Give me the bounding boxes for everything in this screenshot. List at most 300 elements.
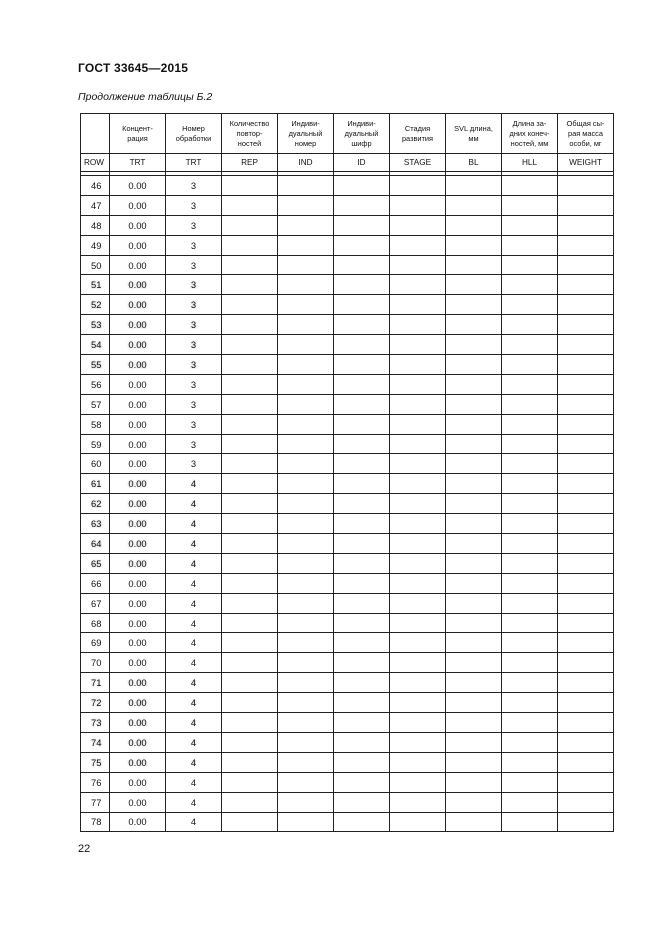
treatment-number-cell: 4: [166, 653, 222, 673]
empty-data-cell: [558, 772, 614, 792]
empty-data-cell: [222, 534, 278, 554]
empty-data-cell: [222, 573, 278, 593]
empty-data-cell: [502, 355, 558, 375]
empty-data-cell: [390, 434, 446, 454]
table-row: [81, 792, 614, 812]
empty-data-cell: [502, 215, 558, 235]
treatment-number-cell: 4: [166, 812, 222, 832]
empty-data-cell: [222, 394, 278, 414]
empty-data-cell: [446, 633, 502, 653]
empty-data-cell: [558, 613, 614, 633]
table-row: [81, 812, 614, 832]
empty-data-cell: [278, 593, 334, 613]
empty-data-cell: [558, 215, 614, 235]
concentration-cell: 0.00: [110, 255, 166, 275]
empty-data-cell: [222, 772, 278, 792]
row-number-cell: 76: [81, 772, 110, 792]
empty-data-cell: [222, 752, 278, 772]
empty-data-cell: [390, 474, 446, 494]
concentration-cell: 0.00: [110, 454, 166, 474]
concentration-cell: 0.00: [110, 275, 166, 295]
empty-data-cell: [334, 534, 390, 554]
column-code: ID: [334, 154, 390, 172]
empty-data-cell: [222, 713, 278, 733]
empty-data-cell: [446, 713, 502, 733]
treatment-number-cell: 3: [166, 176, 222, 196]
empty-data-cell: [334, 255, 390, 275]
concentration-cell: 0.00: [110, 235, 166, 255]
empty-data-cell: [502, 414, 558, 434]
empty-data-cell: [278, 514, 334, 534]
row-number-cell: 51: [81, 275, 110, 295]
empty-data-cell: [222, 673, 278, 693]
empty-data-cell: [446, 374, 502, 394]
empty-data-cell: [558, 673, 614, 693]
treatment-number-cell: 3: [166, 335, 222, 355]
empty-data-cell: [446, 772, 502, 792]
empty-data-cell: [502, 693, 558, 713]
empty-data-cell: [390, 454, 446, 474]
column-title: Номер обработки: [166, 114, 222, 154]
empty-data-cell: [334, 394, 390, 414]
empty-data-cell: [222, 335, 278, 355]
column-title: Индиви- дуальный номер: [278, 114, 334, 154]
row-number-cell: 50: [81, 255, 110, 275]
empty-data-cell: [278, 534, 334, 554]
column-title: Количество повтор- ностей: [222, 114, 278, 154]
concentration-cell: 0.00: [110, 474, 166, 494]
row-number-cell: 46: [81, 176, 110, 196]
empty-data-cell: [278, 772, 334, 792]
empty-data-cell: [502, 593, 558, 613]
empty-data-cell: [446, 593, 502, 613]
concentration-cell: 0.00: [110, 713, 166, 733]
table-row: [81, 693, 614, 713]
concentration-cell: 0.00: [110, 732, 166, 752]
treatment-number-cell: 4: [166, 534, 222, 554]
empty-data-cell: [278, 434, 334, 454]
empty-data-cell: [446, 673, 502, 693]
data-table: [80, 113, 614, 832]
empty-data-cell: [446, 176, 502, 196]
empty-data-cell: [334, 553, 390, 573]
empty-data-cell: [278, 752, 334, 772]
empty-data-cell: [222, 215, 278, 235]
empty-data-cell: [390, 534, 446, 554]
treatment-number-cell: 4: [166, 573, 222, 593]
concentration-cell: 0.00: [110, 514, 166, 534]
empty-data-cell: [446, 454, 502, 474]
concentration-cell: 0.00: [110, 394, 166, 414]
treatment-number-cell: 3: [166, 215, 222, 235]
table-row: [81, 414, 614, 434]
empty-data-cell: [278, 315, 334, 335]
empty-data-cell: [502, 176, 558, 196]
treatment-number-cell: 4: [166, 792, 222, 812]
table-row: [81, 295, 614, 315]
treatment-number-cell: 3: [166, 275, 222, 295]
table-row: [81, 335, 614, 355]
treatment-number-cell: 4: [166, 633, 222, 653]
empty-data-cell: [334, 275, 390, 295]
empty-data-cell: [390, 514, 446, 534]
empty-data-cell: [334, 355, 390, 375]
empty-data-cell: [334, 195, 390, 215]
empty-data-cell: [558, 474, 614, 494]
empty-data-cell: [278, 494, 334, 514]
empty-data-cell: [390, 613, 446, 633]
row-number-cell: 69: [81, 633, 110, 653]
table-row: [81, 454, 614, 474]
empty-data-cell: [222, 454, 278, 474]
empty-data-cell: [278, 553, 334, 573]
table-row: [81, 474, 614, 494]
empty-data-cell: [502, 235, 558, 255]
empty-data-cell: [558, 514, 614, 534]
empty-data-cell: [502, 534, 558, 554]
empty-data-cell: [558, 176, 614, 196]
empty-data-cell: [278, 812, 334, 832]
empty-data-cell: [558, 295, 614, 315]
empty-data-cell: [278, 374, 334, 394]
table-row: [81, 772, 614, 792]
empty-data-cell: [390, 235, 446, 255]
empty-data-cell: [446, 394, 502, 414]
empty-data-cell: [446, 315, 502, 335]
empty-data-cell: [502, 454, 558, 474]
empty-data-cell: [446, 195, 502, 215]
empty-data-cell: [446, 255, 502, 275]
row-number-cell: 77: [81, 792, 110, 812]
table-row: [81, 275, 614, 295]
empty-data-cell: [502, 633, 558, 653]
concentration-cell: 0.00: [110, 295, 166, 315]
empty-data-cell: [278, 355, 334, 375]
empty-data-cell: [334, 335, 390, 355]
empty-data-cell: [278, 673, 334, 693]
empty-data-cell: [390, 792, 446, 812]
empty-data-cell: [446, 295, 502, 315]
row-number-cell: 47: [81, 195, 110, 215]
empty-data-cell: [558, 732, 614, 752]
empty-data-cell: [502, 315, 558, 335]
concentration-cell: 0.00: [110, 633, 166, 653]
empty-data-cell: [334, 235, 390, 255]
empty-data-cell: [390, 633, 446, 653]
concentration-cell: 0.00: [110, 215, 166, 235]
empty-data-cell: [222, 812, 278, 832]
empty-data-cell: [502, 374, 558, 394]
empty-data-cell: [278, 295, 334, 315]
empty-data-cell: [334, 573, 390, 593]
empty-data-cell: [390, 812, 446, 832]
empty-data-cell: [278, 275, 334, 295]
concentration-cell: 0.00: [110, 414, 166, 434]
empty-data-cell: [558, 573, 614, 593]
empty-data-cell: [334, 215, 390, 235]
empty-data-cell: [390, 374, 446, 394]
table-row: [81, 713, 614, 733]
concentration-cell: 0.00: [110, 315, 166, 335]
concentration-cell: 0.00: [110, 693, 166, 713]
table-row: [81, 553, 614, 573]
empty-data-cell: [222, 732, 278, 752]
empty-data-cell: [446, 732, 502, 752]
empty-data-cell: [278, 573, 334, 593]
concentration-cell: 0.00: [110, 176, 166, 196]
empty-data-cell: [222, 613, 278, 633]
column-code: ROW: [81, 154, 110, 172]
empty-data-cell: [334, 474, 390, 494]
empty-data-cell: [222, 553, 278, 573]
empty-data-cell: [334, 613, 390, 633]
empty-data-cell: [222, 275, 278, 295]
empty-data-cell: [334, 374, 390, 394]
treatment-number-cell: 4: [166, 713, 222, 733]
empty-data-cell: [502, 434, 558, 454]
empty-data-cell: [558, 335, 614, 355]
empty-data-cell: [222, 195, 278, 215]
concentration-cell: 0.00: [110, 673, 166, 693]
empty-data-cell: [390, 732, 446, 752]
concentration-cell: 0.00: [110, 195, 166, 215]
row-number-cell: 67: [81, 593, 110, 613]
empty-data-cell: [502, 613, 558, 633]
column-code: TRT: [166, 154, 222, 172]
column-title-row: [81, 114, 614, 154]
empty-data-cell: [222, 434, 278, 454]
row-number-cell: 74: [81, 732, 110, 752]
empty-data-cell: [558, 812, 614, 832]
empty-data-cell: [334, 414, 390, 434]
empty-data-cell: [558, 752, 614, 772]
empty-data-cell: [390, 255, 446, 275]
empty-data-cell: [446, 215, 502, 235]
treatment-number-cell: 4: [166, 553, 222, 573]
empty-data-cell: [558, 414, 614, 434]
empty-data-cell: [278, 454, 334, 474]
table-caption: Продолжение таблицы Б.2: [78, 91, 213, 103]
empty-data-cell: [278, 176, 334, 196]
empty-data-cell: [502, 573, 558, 593]
empty-data-cell: [390, 355, 446, 375]
treatment-number-cell: 4: [166, 474, 222, 494]
row-number-cell: 58: [81, 414, 110, 434]
concentration-cell: 0.00: [110, 772, 166, 792]
column-title: Общая сы- рая масса особи, мг: [558, 114, 614, 154]
column-code: BL: [446, 154, 502, 172]
row-number-cell: 55: [81, 355, 110, 375]
concentration-cell: 0.00: [110, 613, 166, 633]
column-code: STAGE: [390, 154, 446, 172]
empty-data-cell: [390, 176, 446, 196]
row-number-cell: 52: [81, 295, 110, 315]
empty-data-cell: [334, 673, 390, 693]
empty-data-cell: [222, 414, 278, 434]
empty-data-cell: [502, 772, 558, 792]
empty-data-cell: [502, 514, 558, 534]
empty-data-cell: [446, 812, 502, 832]
empty-data-cell: [502, 653, 558, 673]
empty-data-cell: [334, 593, 390, 613]
concentration-cell: 0.00: [110, 355, 166, 375]
empty-data-cell: [390, 593, 446, 613]
concentration-cell: 0.00: [110, 812, 166, 832]
empty-data-cell: [558, 693, 614, 713]
empty-data-cell: [558, 633, 614, 653]
empty-data-cell: [502, 494, 558, 514]
table-row: [81, 176, 614, 196]
treatment-number-cell: 3: [166, 355, 222, 375]
empty-data-cell: [278, 235, 334, 255]
treatment-number-cell: 4: [166, 732, 222, 752]
empty-data-cell: [222, 315, 278, 335]
empty-data-cell: [334, 514, 390, 534]
treatment-number-cell: 4: [166, 772, 222, 792]
column-code: WEIGHT: [558, 154, 614, 172]
empty-data-cell: [558, 355, 614, 375]
empty-data-cell: [502, 275, 558, 295]
empty-data-cell: [502, 792, 558, 812]
empty-data-cell: [446, 414, 502, 434]
table-row: [81, 374, 614, 394]
treatment-number-cell: 3: [166, 454, 222, 474]
empty-data-cell: [390, 772, 446, 792]
empty-data-cell: [334, 494, 390, 514]
concentration-cell: 0.00: [110, 434, 166, 454]
empty-data-cell: [334, 812, 390, 832]
empty-data-cell: [334, 315, 390, 335]
row-number-cell: 64: [81, 534, 110, 554]
empty-data-cell: [278, 414, 334, 434]
empty-data-cell: [558, 195, 614, 215]
column-title: SVL длина, мм: [446, 114, 502, 154]
empty-data-cell: [502, 553, 558, 573]
empty-data-cell: [390, 693, 446, 713]
row-number-cell: 60: [81, 454, 110, 474]
empty-data-cell: [502, 474, 558, 494]
empty-data-cell: [390, 394, 446, 414]
row-number-cell: 78: [81, 812, 110, 832]
empty-data-cell: [334, 693, 390, 713]
empty-data-cell: [222, 792, 278, 812]
concentration-cell: 0.00: [110, 374, 166, 394]
empty-data-cell: [278, 613, 334, 633]
column-title: Концент- рация: [110, 114, 166, 154]
empty-data-cell: [558, 494, 614, 514]
empty-data-cell: [446, 573, 502, 593]
table-body: [81, 172, 614, 832]
row-number-cell: 59: [81, 434, 110, 454]
empty-data-cell: [502, 673, 558, 693]
row-number-cell: 62: [81, 494, 110, 514]
empty-data-cell: [446, 335, 502, 355]
empty-data-cell: [334, 176, 390, 196]
row-number-cell: 66: [81, 573, 110, 593]
empty-data-cell: [502, 732, 558, 752]
treatment-number-cell: 3: [166, 374, 222, 394]
treatment-number-cell: 4: [166, 514, 222, 534]
empty-data-cell: [390, 573, 446, 593]
empty-data-cell: [558, 792, 614, 812]
empty-data-cell: [278, 474, 334, 494]
empty-data-cell: [334, 454, 390, 474]
empty-data-cell: [446, 534, 502, 554]
empty-data-cell: [446, 275, 502, 295]
row-number-cell: 65: [81, 553, 110, 573]
table-row: [81, 633, 614, 653]
empty-data-cell: [334, 295, 390, 315]
empty-data-cell: [222, 355, 278, 375]
empty-data-cell: [222, 235, 278, 255]
row-number-cell: 72: [81, 693, 110, 713]
empty-data-cell: [222, 514, 278, 534]
empty-data-cell: [390, 713, 446, 733]
empty-data-cell: [278, 394, 334, 414]
concentration-cell: 0.00: [110, 494, 166, 514]
empty-data-cell: [390, 195, 446, 215]
column-code: HLL: [502, 154, 558, 172]
treatment-number-cell: 3: [166, 394, 222, 414]
empty-data-cell: [558, 394, 614, 414]
concentration-cell: 0.00: [110, 335, 166, 355]
empty-data-cell: [222, 693, 278, 713]
table-row: [81, 534, 614, 554]
empty-data-cell: [222, 374, 278, 394]
treatment-number-cell: 4: [166, 494, 222, 514]
treatment-number-cell: 3: [166, 315, 222, 335]
empty-data-cell: [502, 752, 558, 772]
table-row: [81, 514, 614, 534]
empty-data-cell: [446, 792, 502, 812]
empty-data-cell: [446, 355, 502, 375]
empty-data-cell: [334, 792, 390, 812]
treatment-number-cell: 3: [166, 195, 222, 215]
empty-data-cell: [390, 673, 446, 693]
row-number-cell: 71: [81, 673, 110, 693]
treatment-number-cell: 3: [166, 255, 222, 275]
table-row: [81, 494, 614, 514]
empty-data-cell: [446, 434, 502, 454]
table-row: [81, 752, 614, 772]
column-code: REP: [222, 154, 278, 172]
treatment-number-cell: 3: [166, 235, 222, 255]
empty-data-cell: [222, 653, 278, 673]
row-number-cell: 63: [81, 514, 110, 534]
row-number-cell: 56: [81, 374, 110, 394]
empty-data-cell: [502, 394, 558, 414]
empty-data-cell: [334, 633, 390, 653]
table-row: [81, 355, 614, 375]
empty-data-cell: [502, 295, 558, 315]
treatment-number-cell: 3: [166, 295, 222, 315]
empty-data-cell: [558, 275, 614, 295]
empty-data-cell: [558, 374, 614, 394]
row-number-cell: 53: [81, 315, 110, 335]
table-row: [81, 235, 614, 255]
empty-data-cell: [334, 752, 390, 772]
empty-data-cell: [558, 255, 614, 275]
empty-data-cell: [278, 792, 334, 812]
empty-data-cell: [558, 713, 614, 733]
empty-data-cell: [390, 752, 446, 772]
empty-data-cell: [390, 315, 446, 335]
table-row: [81, 195, 614, 215]
empty-data-cell: [558, 315, 614, 335]
row-number-cell: 70: [81, 653, 110, 673]
concentration-cell: 0.00: [110, 534, 166, 554]
empty-data-cell: [278, 215, 334, 235]
